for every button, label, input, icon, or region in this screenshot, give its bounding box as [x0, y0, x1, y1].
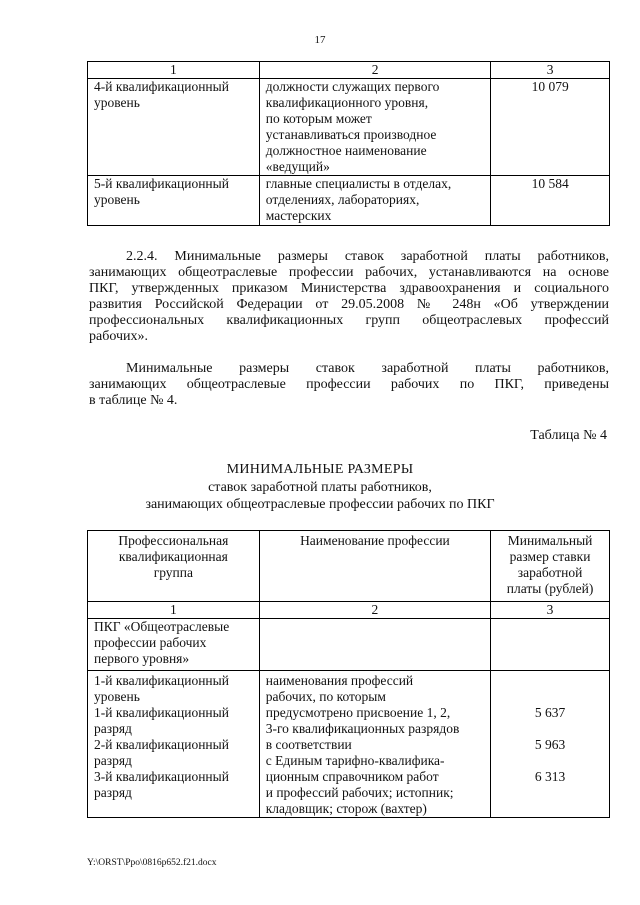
header-group-cell: Профессиональная квалификационная группа — [88, 531, 260, 602]
empty-cell — [491, 619, 610, 671]
page-number: 17 — [314, 34, 326, 46]
table-subtitle: занимающих общеотраслевые профессии рабочих по ПКГ — [145, 497, 495, 512]
table-caption: Таблица № 4 — [530, 428, 607, 443]
table-title: МИНИМАЛЬНЫЕ РАЗМЕРЫ — [226, 462, 414, 477]
amount-cell: 10 079 — [491, 79, 610, 176]
table-header-row — [88, 531, 610, 602]
qualification-table-continued — [87, 61, 610, 226]
amount-cell: 10 584 — [491, 176, 610, 226]
column-number-cell: 2 — [259, 602, 490, 619]
column-number-row — [88, 602, 610, 619]
group-row — [88, 619, 610, 671]
table-subtitle: ставок заработной платы работников, — [208, 480, 432, 495]
profession-cell: наименования профессий рабочих, по которым предусмотрено присвоение 1, 2, 3-го квалификационных разрядов в соответствии с Единым тарифно-квалифика- ционным справочником работ и профессий рабочих; истопник; кладовщик; сторож (вахтер) — [259, 671, 490, 818]
group-cell: 4-й квалификационный уровень — [88, 79, 260, 176]
header-cell: 1 — [88, 62, 260, 79]
header-cell: 2 — [259, 62, 491, 79]
header-profession-cell: Наименование профессии — [259, 531, 490, 602]
header-amount-cell: Минимальный размер ставки заработной платы (рублей) — [491, 531, 610, 602]
amount-cell: 5 637 5 963 6 313 — [491, 671, 610, 818]
table-header-row — [88, 62, 610, 79]
description-cell: главные специалисты в отделах, отделениях, лабораториях, мастерских — [259, 176, 491, 226]
table-row — [88, 671, 610, 818]
empty-cell — [259, 619, 490, 671]
table-row — [88, 176, 610, 226]
column-number-cell: 1 — [88, 602, 260, 619]
column-number-cell: 3 — [491, 602, 610, 619]
header-cell: 3 — [491, 62, 610, 79]
paragraph-2-2-4: 2.2.4. Минимальные размеры ставок заработной платы работников, занимающих общеотраслевые профессии рабочих, устанавливаются на основе ПКГ, утвержденных приказом Министерства здравоохранения и социального развития Российской Федерации от 29.05.2008 № 248н «Об утверждении профессиональных квалификационных групп общеотраслевых профессий рабочих». — [89, 249, 609, 344]
level-cell: 1-й квалификационный уровень 1-й квалификационный разряд 2-й квалификационный разряд 3-й квалификационный разряд — [88, 671, 260, 818]
paragraph-table-reference: Минимальные размеры ставок заработной платы работников, занимающих общеотраслевые профессии рабочих по ПКГ, приведены в таблице № 4. — [89, 361, 609, 408]
minimum-rates-table — [87, 530, 610, 818]
group-name-cell: ПКГ «Общеотраслевые профессии рабочих первого уровня» — [88, 619, 260, 671]
group-cell: 5-й квалификационный уровень — [88, 176, 260, 226]
description-cell: должности служащих первого квалификационного уровня, по которым может устанавливаться производное должностное наименование «ведущий» — [259, 79, 491, 176]
table-row — [88, 79, 610, 176]
file-path-footer: Y:\ORST\Ppo\0816p652.f21.docx — [87, 858, 217, 868]
